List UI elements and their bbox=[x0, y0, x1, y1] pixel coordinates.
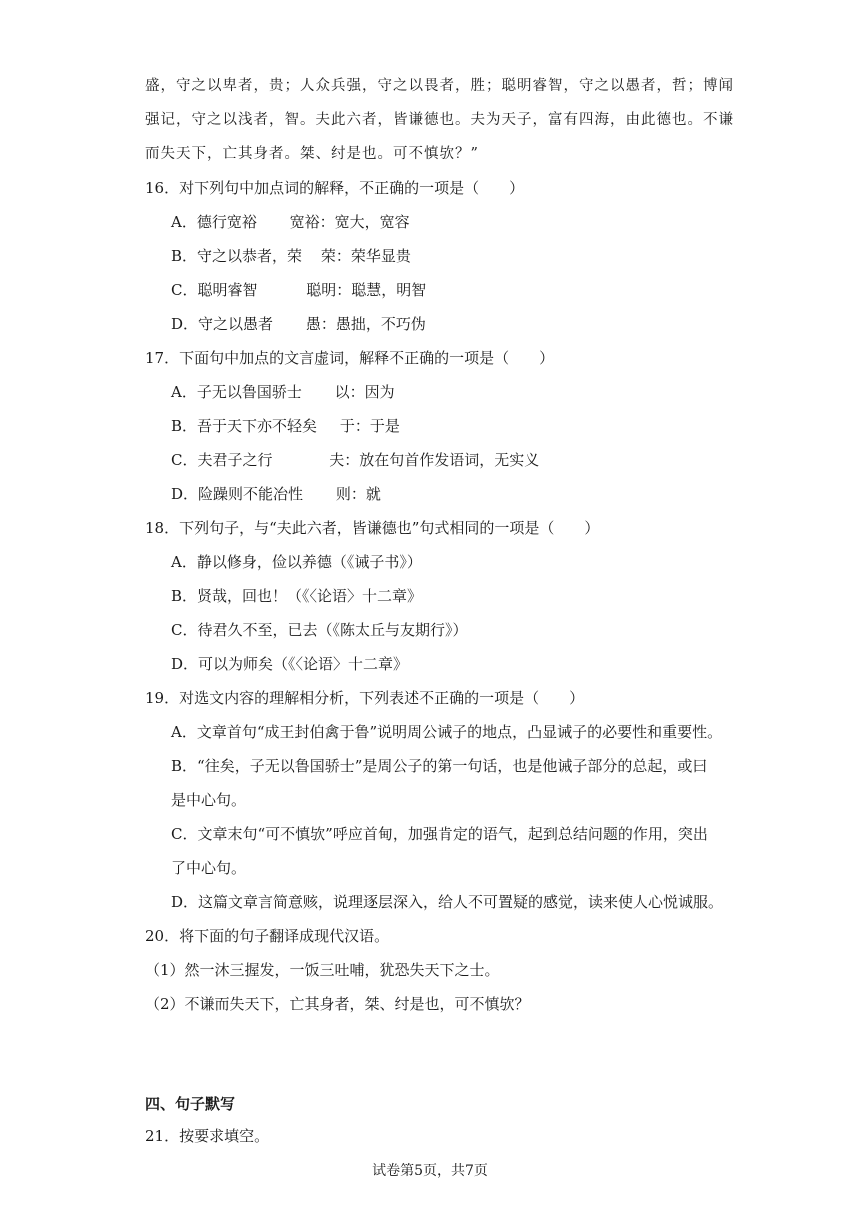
passage-line-3: 而失天下，亡其身者。桀、纣是也。可不慎欤？” bbox=[145, 146, 479, 162]
question-16-option-d bbox=[171, 314, 426, 334]
question-18-option-a: A．静以修身，俭以养德（《诫子书》） bbox=[171, 553, 422, 571]
question-17-stem: 17．下面句中加点的文言虚词，解释不正确的一项是（ ） bbox=[145, 349, 555, 367]
question-18-option-b: B．贤哉，回也！（《〈论语〉十二章》 bbox=[171, 587, 423, 605]
option-gloss: 宽裕：宽大，宽容 bbox=[289, 213, 410, 231]
question-20-stem: 20．将下面的句子翻译成现代汉语。 bbox=[145, 927, 390, 945]
question-19-option-a: A．文章首句“成王封伯禽于鲁”说明周公诫子的地点，凸显诫子的必要性和重要性。 bbox=[171, 723, 723, 741]
passage-line-2: 强记，守之以浅者，智。夫此六者，皆谦德也。夫为天子，富有四海，由此德也。不谦 bbox=[145, 112, 734, 128]
option-gloss: 于：于是 bbox=[339, 417, 400, 435]
option-gloss: 荣：荣华显贵 bbox=[320, 247, 411, 265]
passage-line-1: 盛，守之以卑者，贵；人众兵强，守之以畏者，胜；聪明睿智，守之以愚者，哲；博闻 bbox=[145, 78, 734, 94]
option-text: A．子无以鲁国骄士 bbox=[171, 383, 302, 401]
question-20-sub-2: （2）不谦而失天下，亡其身者，桀、纣是也，可不慎欤？ bbox=[145, 995, 530, 1013]
question-20-sub-1: （1）然一沐三握发，一饭三吐哺，犹恐失天下之士。 bbox=[145, 961, 500, 979]
question-16-stem: 16．对下列句中加点词的解释，不正确的一项是（ ） bbox=[145, 179, 525, 197]
question-17-option-d bbox=[171, 484, 381, 504]
option-text: D．守之以愚者 bbox=[171, 315, 274, 333]
option-text: C．夫君子之行 bbox=[171, 451, 273, 469]
section-title: 四、句子默写 bbox=[145, 1095, 236, 1113]
question-17-option-b bbox=[171, 416, 400, 436]
question-19-option-d: D．这篇文章言简意赅，说理逐层深入，给人不可置疑的感觉，读来使人心悦诚服。 bbox=[171, 893, 724, 911]
option-gloss: 以：因为 bbox=[334, 383, 395, 401]
question-17-option-c bbox=[171, 450, 539, 470]
question-16-option-b bbox=[171, 246, 411, 266]
option-gloss: 愚：愚拙，不巧伪 bbox=[305, 315, 426, 333]
question-18-option-d: D．可以为师矣（《〈论语〉十二章》 bbox=[171, 655, 409, 673]
page-footer: 试卷第5页，共7页 bbox=[372, 1163, 488, 1179]
option-text: B．守之以恭者，荣 bbox=[171, 247, 303, 265]
option-text: B．吾于天下亦不轻矣 bbox=[171, 417, 318, 435]
question-16-option-a bbox=[171, 212, 410, 232]
question-18-option-c: C．待君久不至，已去（《陈太丘与友期行》） bbox=[171, 621, 468, 639]
option-text: A．德行宽裕 bbox=[171, 213, 257, 231]
question-21-stem: 21．按要求填空。 bbox=[145, 1127, 270, 1145]
option-gloss: 夫：放在句首作发语词，无实义 bbox=[329, 451, 540, 469]
question-19-option-c-cont: 了中心句。 bbox=[171, 859, 247, 877]
option-text: C．聪明睿智 bbox=[171, 281, 258, 299]
question-17-option-a bbox=[171, 382, 395, 402]
question-19-option-b-cont: 是中心句。 bbox=[171, 791, 247, 809]
question-19-option-b: B．“往矣，子无以鲁国骄士”是周公子的第一句话，也是他诫子部分的总起，或曰 bbox=[171, 757, 708, 775]
question-16-option-c bbox=[171, 280, 426, 300]
option-text: D．险躁则不能冶性 bbox=[171, 485, 304, 503]
option-gloss: 则：就 bbox=[335, 485, 381, 503]
option-gloss: 聪明：聪慧，明智 bbox=[306, 281, 427, 299]
question-19-option-c: C．文章末句“可不慎欤”呼应首甸，加强肯定的语气，起到总结问题的作用，突出 bbox=[171, 825, 708, 843]
question-18-stem: 18．下列句子，与“夫此六者，皆谦德也”句式相同的一项是（ ） bbox=[145, 519, 600, 537]
question-19-stem: 19．对选文内容的理解相分析，下列表述不正确的一项是（ ） bbox=[145, 689, 585, 707]
